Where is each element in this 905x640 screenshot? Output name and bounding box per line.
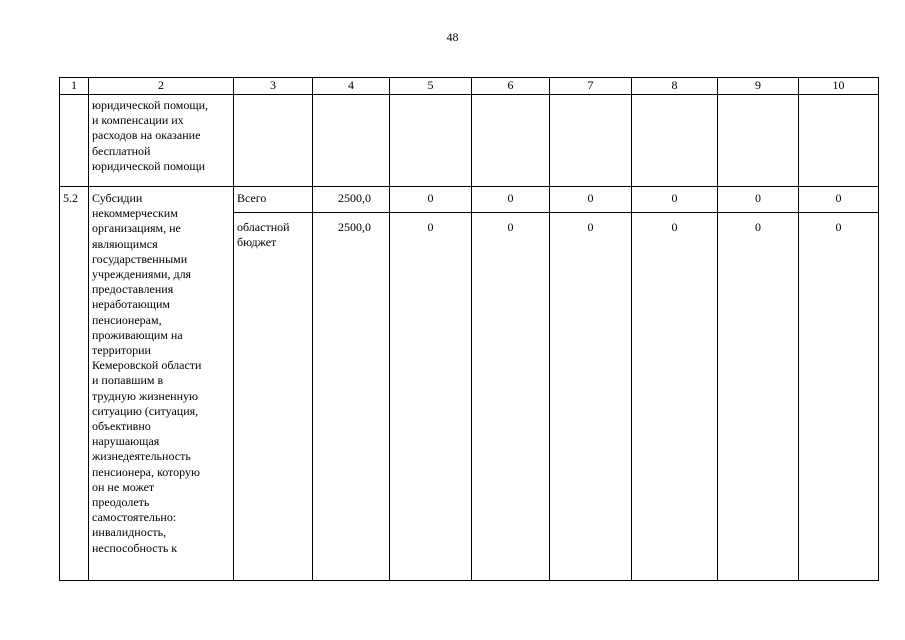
description-line: учреждениями, для (92, 267, 192, 282)
value-cell: 0 (390, 187, 472, 213)
description-line: пенсионера, которую (92, 464, 200, 479)
value-cell: 0 (632, 187, 718, 213)
description-line: инвалидность, (92, 525, 167, 540)
continuation-row (60, 95, 879, 187)
column-header: 4 (313, 78, 390, 95)
budget-table (59, 77, 879, 581)
description-line: являющимся (92, 236, 158, 251)
description-line: объективно (92, 419, 151, 434)
column-header: 5 (390, 78, 472, 95)
amount-cell: 2500,0 (313, 213, 390, 581)
description-line: бесплатной (92, 143, 151, 158)
description-line: юридической помощи, (92, 98, 208, 112)
description-line: преодолеть (92, 495, 150, 510)
item-number: 5.2 (60, 187, 89, 581)
column-header: 6 (472, 78, 550, 95)
value-cell: 0 (472, 187, 550, 213)
value-cell: 0 (632, 213, 718, 581)
value-cell: 0 (799, 187, 879, 213)
column-header: 8 (632, 78, 718, 95)
description-line: некоммерческим (92, 206, 178, 221)
description-line: жизнедеятельность (92, 449, 191, 464)
description-line: ситуацию (ситуация, (92, 403, 199, 418)
value-cell: 0 (799, 213, 879, 581)
description-line: нарушающая (92, 434, 160, 449)
description-line: трудную жизненную (92, 388, 198, 403)
description-line: и попавшим в (92, 373, 164, 388)
value-cell: 0 (550, 213, 632, 581)
description-line: юридической помощи (92, 158, 205, 173)
description-line: он не может (92, 479, 155, 494)
value-cell: 0 (472, 213, 550, 581)
column-header: 7 (550, 78, 632, 95)
description-line: государственными (92, 251, 188, 266)
page-number: 48 (446, 30, 459, 44)
column-header: 3 (234, 78, 313, 95)
description-line: расходов на оказание (92, 128, 201, 143)
description-line: пенсионерам, (92, 312, 162, 327)
description-line: организациям, не (92, 221, 181, 236)
item-description (89, 187, 234, 581)
description-line: проживающим на (92, 327, 183, 342)
funding-source: областной бюджет (234, 213, 313, 581)
value-cell: 0 (718, 213, 799, 581)
value-cell: 0 (718, 187, 799, 213)
column-header: 9 (718, 78, 799, 95)
description-line: предоставления (92, 282, 174, 297)
continuation-description (89, 95, 234, 187)
funding-source: Всего (234, 187, 313, 213)
description-line: неработающим (92, 297, 170, 312)
column-header: 2 (89, 78, 234, 95)
value-cell: 0 (390, 213, 472, 581)
description-line: и компенсации их (92, 113, 184, 128)
description-line: самостоятельно: (92, 510, 177, 525)
description-line: неспособность к (92, 540, 178, 555)
column-header: 1 (60, 78, 89, 95)
item-row-total (60, 187, 879, 213)
description-line: Кемеровской области (92, 358, 202, 373)
description-line: Субсидии (92, 191, 143, 205)
value-cell: 0 (550, 187, 632, 213)
description-line: территории (92, 343, 151, 358)
column-number-row (60, 78, 879, 95)
column-header: 10 (799, 78, 879, 95)
amount-cell: 2500,0 (313, 187, 390, 213)
